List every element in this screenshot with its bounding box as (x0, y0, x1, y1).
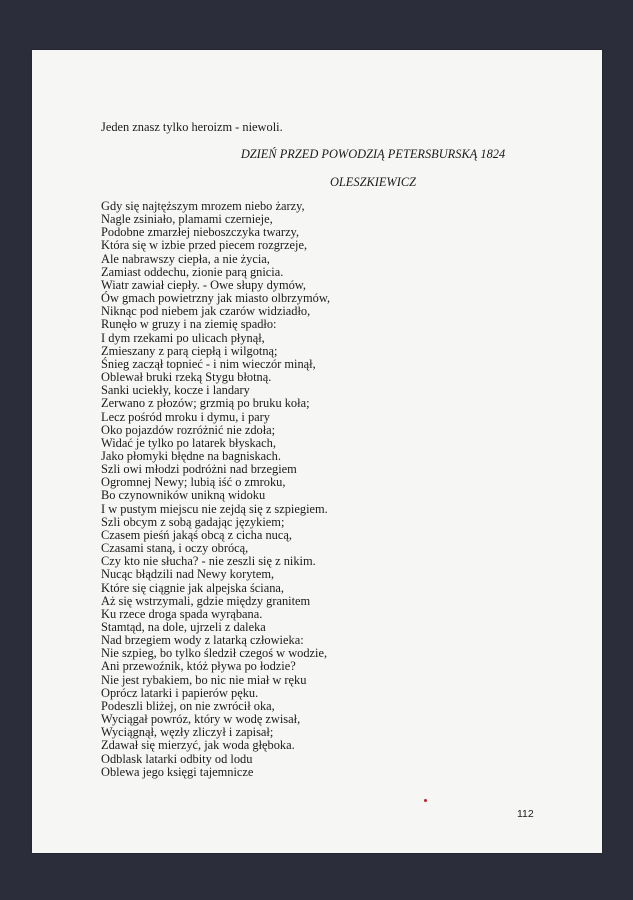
poem-line: Oblewa jego księgi tajemnicze (101, 764, 254, 779)
poem-line: Stamtąd, na dole, ujrzeli z daleka (101, 620, 266, 634)
poem-line: Gdy się najtęższym mrozem niebo żarzy, (101, 199, 305, 213)
poem-line: Oblewał bruki rzeką Stygu błotną. (101, 370, 272, 385)
poem-line: Runęło w gruzy i na ziemię spadło: (101, 317, 277, 332)
poem-line: Które się ciągnie jak alpejska ściana, (101, 580, 285, 595)
poem-line: Zerwano z płozów; grzmią po bruku koła; (101, 396, 310, 411)
poem-line: Ale nabrawszy ciepła, a nie życia, (101, 251, 270, 266)
poem-line: Aż się wstrzymali, gdzie między granitem (101, 593, 311, 608)
poem-line: Jako płomyki błędne na bagniskach. (101, 448, 281, 463)
poem-line: Wyciągał powróz, który w wodę zwisał, (101, 712, 301, 727)
poem-line: Czasami staną, i oczy obrócą, (101, 541, 249, 556)
poem-line: Ku rzece droga spada wyrąbana. (101, 606, 263, 621)
poem-line: Wiatr zawiał ciepły. - Owe słupy dymów, (101, 277, 307, 292)
poem-line: Widać je tylko po latarek błyskach, (101, 435, 276, 450)
poem-line: Odblask latarki odbity od lodu (101, 751, 253, 766)
poem-line: Podeszli bliżej, on nie zwrócił oka, (101, 698, 275, 713)
poem-line: Nie jest rybakiem, bo nic nie miał w ręku (101, 672, 307, 687)
poem-line: Ani przewoźnik, któż pływa po łodzie? (101, 659, 296, 674)
poem-line: Bo czynowników unikną widoku (101, 488, 266, 503)
poem-line: Zmieszany z parą ciepłą i wilgotną; (101, 343, 278, 358)
poem-line: Nie szpieg, bo tylko śledził czegoś w wodzie, (101, 646, 328, 661)
document-page (32, 50, 602, 853)
poem-line: Wyciągnął, węzły zliczył i zapisał; (101, 725, 274, 740)
poem-author: OLESZKIEWICZ (329, 175, 417, 189)
poem-line: I dym rzekami po ulicach płynął, (101, 330, 265, 345)
poem-title: DZIEŃ PRZED POWODZIĄ PETERSBURSKĄ 1824 (240, 147, 506, 161)
page-number: 112 (517, 808, 534, 820)
poem-line: Ogromnej Newy; lubią iść o zmroku, (101, 475, 286, 490)
poem-line: Zamiast oddechu, zionie parą gnicia. (101, 264, 284, 279)
intro-line: Jeden znasz tylko heroizm - niewoli. (101, 120, 283, 134)
poem-line: Sanki uciekły, kocze i landary (101, 383, 250, 398)
poem-body (101, 200, 330, 779)
poem-line: Nucąc błądzili nad Newy korytem, (101, 567, 275, 582)
poem-line: Szli obcym z sobą gadając językiem; (101, 514, 285, 529)
poem-line: Ów gmach powietrzny jak miasto olbrzymów, (101, 291, 331, 306)
poem-line: Szli owi młodzi podróżni nad brzegiem (101, 462, 297, 477)
poem-line: Która się w izbie przed piecem rozgrzeje, (101, 238, 308, 253)
poem-line: Oprócz latarki i papierów pęku. (101, 685, 259, 700)
poem-line: Podobne zmarzłej nieboszczyka twarzy, (101, 225, 300, 240)
poem-line: Czasem pieśń jakąś obcą z cicha nucą, (101, 527, 292, 542)
poem-line: Śnieg zaczął topnieć - i nim wieczór minął, (101, 356, 316, 371)
poem-line: Nagle zsiniało, plamami czernieje, (101, 212, 273, 227)
poem-line: Zdawał się mierzyć, jak woda głęboka. (101, 738, 295, 753)
poem-line: Nad brzegiem wody z latarką człowieka: (101, 633, 304, 648)
red-ink-dot (424, 799, 427, 802)
poem-line: Oko pojazdów rozróżnić nie zdoła; (101, 422, 276, 437)
poem-line: Czy kto nie słucha? - nie zeszli się z nikim. (101, 554, 316, 569)
poem-line: Lecz pośród mroku i dymu, i pary (101, 409, 270, 424)
poem-line: Niknąc pod niebem jak czarów widziadło, (101, 304, 311, 319)
poem-line: I w pustym miejscu nie zejdą się z szpiegiem. (101, 501, 328, 516)
